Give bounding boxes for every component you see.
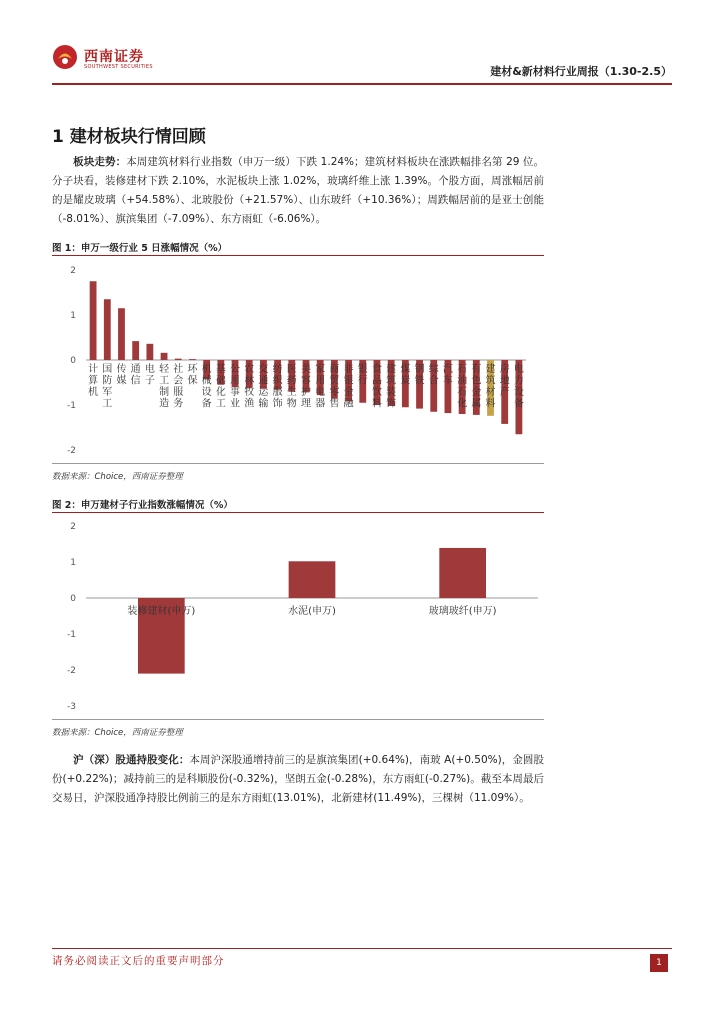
category-label: 计算机 (88, 364, 99, 398)
category-label: 钢铁 (414, 364, 425, 387)
paragraph-body: 本周建筑材料行业指数（申万一级）下跌 1.24%；建筑材料板块在涨跌幅排名第 29 位。分子块看，装修建材下跌 2.10%，水泥板块上涨 1.02%，玻璃纤维上涨 1.39%。个股方面，周涨幅居前的是耀皮玻璃（+54.58%）、北玻股份（+21.57%）、山东玻纤（+10.36%）；周跌幅居前的是亚士创能（-8.01%）、旗滨集团（-7.09%）、东方雨虹（-6.06%）。 (52, 156, 545, 225)
category-label: 美容护理 (301, 364, 311, 410)
category-label: 房地产 (499, 364, 510, 398)
category-label: 公用事业 (230, 364, 241, 410)
y-tick-label: 2 (70, 266, 76, 276)
category-label: 有色金属 (471, 364, 482, 410)
category-label: 通信 (130, 364, 141, 387)
category-label: 汽车 (442, 364, 453, 387)
category-label: 食品饮料 (371, 364, 382, 410)
y-tick-label: -3 (67, 702, 76, 712)
figure1-source: 数据来源：Choice，西南证券整理 (52, 472, 183, 482)
category-label: 建筑材料 (485, 364, 496, 410)
brand-name: 西南证券 (84, 49, 144, 65)
category-label: 玻璃玻纤(申万) (428, 606, 497, 617)
report-title: 建材&新材料行业周报（1.30-2.5） (490, 65, 672, 78)
section-title: 1 建材板块行情回顾 (52, 127, 206, 147)
brand-sub: SOUTHWEST SECURITIES (84, 64, 153, 70)
bar (146, 344, 153, 360)
y-tick-label: -1 (67, 630, 76, 640)
category-label: 装修建材(申万) (127, 606, 196, 617)
category-label: 水泥(申万) (288, 606, 336, 617)
category-label: 电力设备 (513, 364, 524, 410)
paragraph-lead: 板块走势： (73, 156, 127, 168)
category-label: 银行 (357, 364, 368, 387)
figure1-title: 图 1：申万一级行业 5 日涨幅情况（%） (52, 243, 228, 254)
bar (439, 548, 486, 598)
figure1-top-rule (52, 255, 544, 256)
category-label: 建筑装饰 (386, 364, 397, 410)
bar (90, 281, 97, 360)
bar (189, 359, 196, 360)
y-tick-label: 1 (70, 311, 76, 321)
y-tick-label: 1 (70, 558, 76, 568)
category-label: 家用电器 (315, 364, 326, 410)
header-divider (52, 83, 672, 85)
category-label: 综合 (428, 364, 439, 387)
category-label: 农林牧渔 (244, 364, 255, 410)
brand-emblem-icon (52, 44, 78, 70)
bar (175, 359, 182, 360)
category-label: 环保 (187, 364, 198, 387)
paragraph-body: 本周沪深股通增持前三的是旗滨集团(+0.64%)，南玻 A(+0.50%)，金圆股份(+0.22%)；减持前三的是科顺股份(-0.32%)，坚朗五金(-0.28%)，东方雨虹(-0.27%)。截至本周最后交易日，沪深股通净持股比例前三的是东方雨虹(13.01%)，北新建材(11.49%)，三棵树（11.09%）。 (52, 754, 544, 804)
category-label: 轻工制造 (159, 364, 170, 410)
chart-industry-returns (52, 258, 544, 462)
category-label: 国防军工 (102, 364, 113, 410)
footer-disclaimer: 请务必阅读正文后的重要声明部分 (52, 955, 225, 967)
category-label: 电子 (144, 364, 155, 387)
chart-subindustry-returns (52, 515, 544, 718)
paragraph-market-trend (52, 153, 544, 229)
category-label: 社会服务 (173, 364, 184, 410)
category-label: 医药生物 (286, 364, 297, 410)
y-tick-label: 0 (70, 594, 76, 604)
category-label: 石油石化 (457, 364, 468, 410)
y-tick-label: 2 (70, 522, 76, 532)
page-number: 1 (650, 954, 668, 972)
figure2-bottom-rule (52, 719, 544, 720)
paragraph-connect-holdings (52, 751, 544, 808)
brand-logo (52, 44, 162, 76)
bar (118, 308, 125, 360)
figure2-source: 数据来源：Choice，西南证券整理 (52, 728, 183, 738)
bar (289, 561, 336, 598)
y-tick-label: 0 (70, 356, 76, 366)
category-label: 煤炭 (400, 364, 411, 387)
category-label: 基础化工 (215, 364, 226, 410)
category-label: 纺织服饰 (272, 364, 283, 410)
category-label: 传媒 (116, 364, 127, 387)
bar (132, 341, 139, 360)
figure2-title: 图 2：申万建材子行业指数涨幅情况（%） (52, 500, 233, 511)
y-tick-label: -1 (67, 401, 76, 411)
y-tick-label: -2 (67, 666, 76, 676)
category-label: 交通运输 (258, 364, 269, 410)
category-label: 机械设备 (201, 364, 212, 410)
bar (104, 299, 111, 360)
bar (161, 353, 168, 360)
category-label: 非银金融 (343, 364, 354, 410)
category-label: 商贸零售 (329, 364, 340, 410)
y-tick-label: -2 (67, 446, 76, 456)
footer-divider (52, 948, 672, 949)
figure2-top-rule (52, 512, 544, 513)
paragraph-lead: 沪（深）股通持股变化： (73, 754, 190, 766)
figure1-bottom-rule (52, 463, 544, 464)
